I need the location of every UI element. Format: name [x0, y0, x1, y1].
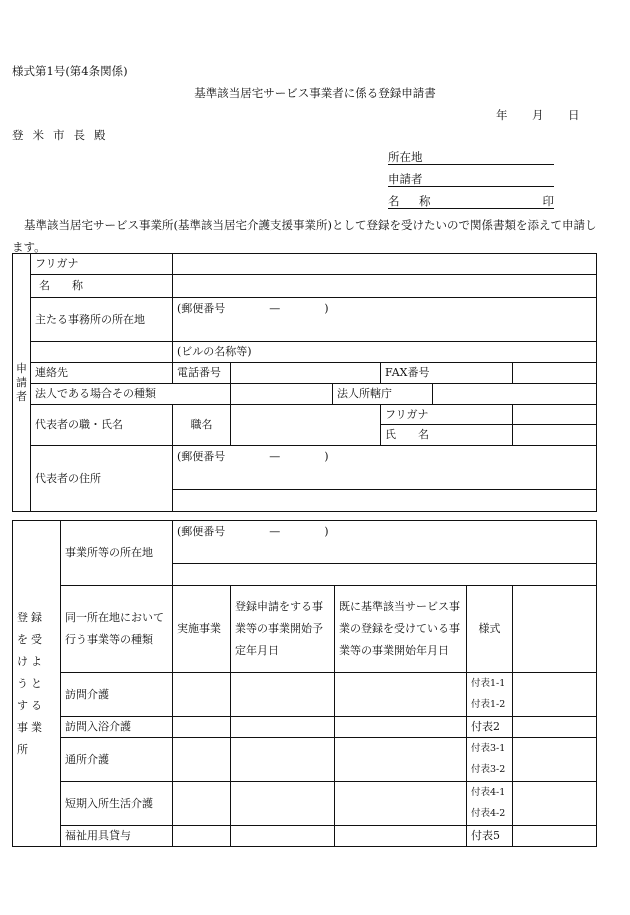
job-title-input[interactable] — [231, 405, 381, 446]
main-office-address-spacer — [31, 342, 173, 363]
service-row-short-stay: 短期入所生活介護 — [61, 782, 173, 826]
day-care-planned-start[interactable] — [231, 738, 335, 782]
registration-form-table — [12, 253, 597, 512]
phone-label: 電話番号 — [173, 363, 231, 384]
furigana-label: フリガナ — [31, 254, 173, 275]
home-care-planned-start[interactable] — [231, 673, 335, 717]
bathing-planned-start[interactable] — [231, 717, 335, 738]
welfare-equipment-planned-start[interactable] — [231, 826, 335, 847]
rep-name-label: 氏 名 — [381, 425, 513, 446]
applicant-address-label: 所在地 — [388, 150, 423, 164]
welfare-equipment-implemented[interactable] — [173, 826, 231, 847]
representative-title-name-label: 代表者の職・氏名 — [31, 405, 173, 446]
col-service-type: 同一所在地において行う事業等の種類 — [61, 586, 173, 673]
application-statement: 基準該当居宅サービス事業所(基準該当居宅介護支援事業所)として登録を受けたいので関係書類を添えて申請します。 — [12, 218, 597, 254]
col-form: 様式 — [467, 586, 513, 673]
office-registration-table — [12, 520, 597, 847]
short-stay-existing-start[interactable] — [335, 782, 467, 826]
office-address-label: 事業所等の所在地 — [61, 521, 173, 586]
rep-furigana-input[interactable] — [513, 405, 597, 425]
col-implemented: 実施事業 — [173, 586, 231, 673]
service-row-welfare-equipment: 福祉用具貸与 — [61, 826, 173, 847]
short-stay-implemented[interactable] — [173, 782, 231, 826]
corp-type-label: 法人である場合その種類 — [31, 384, 231, 405]
rep-address-input[interactable] — [173, 468, 597, 490]
contact-label: 連絡先 — [31, 363, 173, 384]
fax-input[interactable] — [513, 363, 597, 384]
applicant-label: 申請者 — [388, 172, 423, 186]
date-day-label: 日 — [568, 108, 580, 122]
col-extra — [513, 586, 597, 673]
col-existing-start: 既に基準該当サービス事業の登録を受けている事業等の事業開始年月日 — [335, 586, 467, 673]
short-stay-form-2: 付表4-2 — [467, 804, 513, 826]
building-name-field[interactable]: (ビルの名称等) — [173, 342, 597, 363]
home-care-form-2: 付表1-2 — [467, 695, 513, 717]
welfare-equipment-extra[interactable] — [513, 826, 597, 847]
corp-authority-input[interactable] — [433, 384, 597, 405]
rep-name-input[interactable] — [513, 425, 597, 446]
applicant-address-field[interactable] — [388, 150, 554, 165]
applicant-name-field[interactable] — [388, 194, 554, 209]
welfare-equipment-form: 付表5 — [467, 826, 513, 847]
seal-label: 印 — [542, 194, 554, 208]
col-planned-start: 登録申請をする事業等の事業開始予定年月日 — [231, 586, 335, 673]
addressee: 登米市長殿 — [12, 128, 115, 142]
rep-address-extra[interactable] — [173, 490, 597, 512]
date-month-label: 月 — [532, 108, 544, 122]
day-care-extra[interactable] — [513, 738, 597, 782]
day-care-existing-start[interactable] — [335, 738, 467, 782]
furigana-input[interactable] — [173, 254, 597, 275]
bathing-existing-start[interactable] — [335, 717, 467, 738]
applicant-field[interactable] — [388, 172, 554, 187]
office-address-input[interactable] — [173, 564, 597, 586]
rep-furigana-label: フリガナ — [381, 405, 513, 425]
home-care-form-1: 付表1-1 — [467, 673, 513, 695]
corp-authority-label: 法人所轄庁 — [333, 384, 433, 405]
form-number-label: 様式第1号(第4条関係) — [12, 64, 128, 78]
short-stay-extra[interactable] — [513, 782, 597, 826]
bathing-implemented[interactable] — [173, 717, 231, 738]
applicant-name-label: 名 称 — [388, 194, 435, 208]
office-section-label: 登録を受けようとする事業所 — [13, 521, 61, 847]
fax-label: FAX番号 — [381, 363, 513, 384]
short-stay-planned-start[interactable] — [231, 782, 335, 826]
date-year-label: 年 — [496, 108, 508, 122]
company-name-input[interactable] — [173, 275, 597, 298]
service-row-day-care: 通所介護 — [61, 738, 173, 782]
representative-address-label: 代表者の住所 — [31, 446, 173, 512]
company-name-label: 名 称 — [31, 275, 173, 298]
home-care-extra[interactable] — [513, 673, 597, 717]
home-care-implemented[interactable] — [173, 673, 231, 717]
main-office-postal-code[interactable]: (郵便番号 — ) — [173, 298, 597, 320]
service-row-home-care: 訪問介護 — [61, 673, 173, 717]
applicant-section-label: 申請者 — [13, 254, 31, 512]
job-title-label: 職名 — [173, 405, 231, 446]
bathing-extra[interactable] — [513, 717, 597, 738]
short-stay-form-1: 付表4-1 — [467, 782, 513, 804]
main-office-address-input[interactable] — [173, 320, 597, 342]
service-row-bathing: 訪問入浴介護 — [61, 717, 173, 738]
document-title: 基準該当居宅サービス事業者に係る登録申請書 — [194, 86, 436, 100]
phone-input[interactable] — [231, 363, 381, 384]
bathing-form: 付表2 — [467, 717, 513, 738]
office-postal-code[interactable]: (郵便番号 — ) — [173, 521, 597, 564]
main-office-address-label: 主たる事務所の所在地 — [31, 298, 173, 342]
welfare-equipment-existing-start[interactable] — [335, 826, 467, 847]
home-care-existing-start[interactable] — [335, 673, 467, 717]
rep-postal-code[interactable]: (郵便番号 — ) — [173, 446, 597, 468]
corp-type-input[interactable] — [231, 384, 333, 405]
day-care-implemented[interactable] — [173, 738, 231, 782]
day-care-form-1: 付表3-1 — [467, 738, 513, 760]
day-care-form-2: 付表3-2 — [467, 760, 513, 782]
